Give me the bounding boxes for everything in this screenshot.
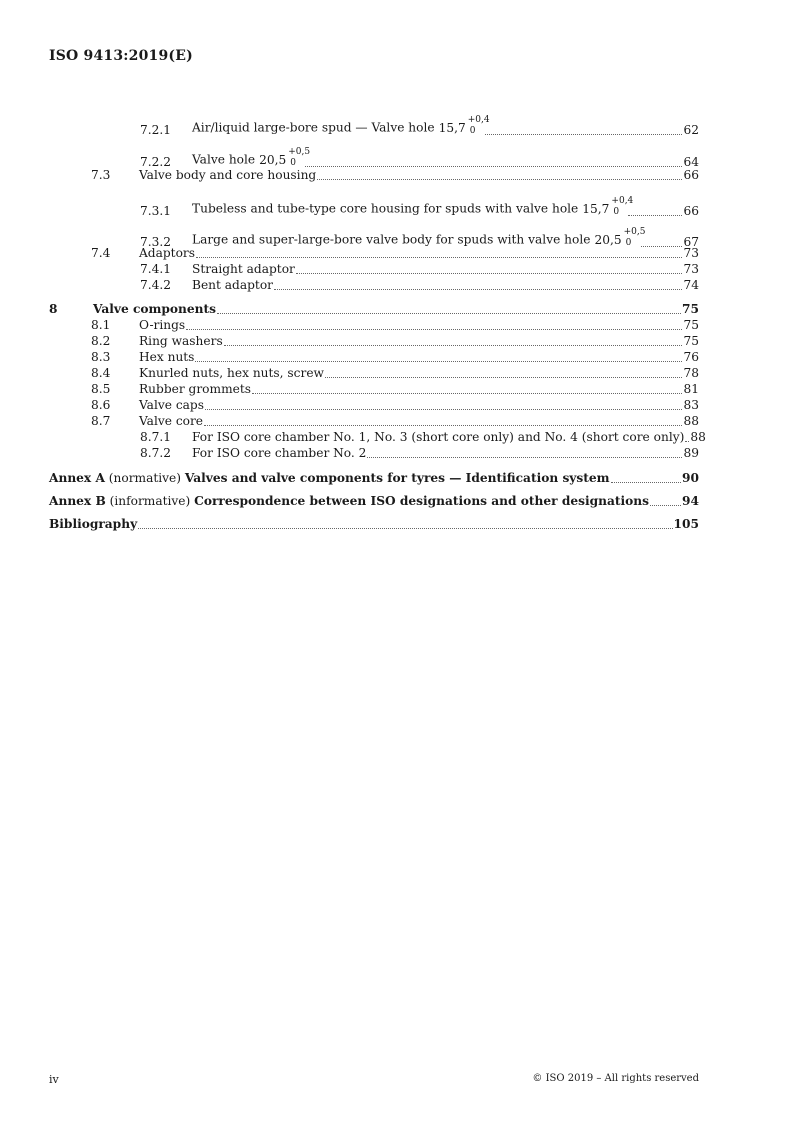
- document-id: ISO 9413:2019(E): [49, 48, 193, 64]
- toc-leader: [628, 215, 682, 216]
- toc-title: Hex nuts: [139, 350, 195, 364]
- toc-title: Straight adaptor: [192, 262, 295, 276]
- toc-leader: [205, 409, 683, 410]
- toc-title: Annex B (informative) Correspondence between ISO designations and other designations: [49, 494, 649, 508]
- toc-page: 66: [683, 204, 699, 218]
- toc-number: 7.2.1: [140, 123, 172, 137]
- toc-number: 8.3: [91, 350, 111, 364]
- toc-number: 8.7.2: [140, 446, 172, 460]
- toc-number: 8.2: [91, 334, 111, 348]
- toc-entry-annex-a[interactable]: [49, 471, 699, 486]
- toc-title: Valve core: [139, 414, 204, 428]
- toc-title: Large and super-large-bore valve body for spuds with valve hole 20,5 +0,5 0: [192, 227, 646, 248]
- toc-leader: [204, 425, 682, 426]
- toc-leader: [611, 482, 681, 483]
- toc-page: 75: [682, 302, 699, 316]
- toc-title: Valve caps: [139, 398, 204, 412]
- toc-title: Annex A (normative) Valves and valve components for tyres — Identification system: [49, 471, 610, 485]
- toc-leader: [252, 393, 682, 394]
- toc-title: Bent adaptor: [192, 278, 273, 292]
- toc-page: 62: [683, 123, 699, 137]
- toc-leader: [317, 179, 682, 180]
- toc-page: 66: [683, 168, 699, 182]
- toc-leader: [186, 329, 682, 330]
- toc-entry[interactable]: [49, 278, 699, 293]
- toc-leader: [138, 528, 672, 529]
- toc-number: 8: [49, 302, 58, 316]
- toc-entry[interactable]: [49, 302, 699, 317]
- toc-leader: [274, 289, 682, 290]
- toc-number: 7.3.1: [140, 204, 172, 218]
- toc-number: 8.4: [91, 366, 111, 380]
- toc-page: 89: [683, 446, 699, 460]
- toc-leader: [685, 441, 689, 442]
- toc-page: 105: [673, 517, 699, 531]
- toc-entry[interactable]: [49, 318, 699, 333]
- toc-entry[interactable]: [49, 246, 699, 261]
- toc-number: 7.4.2: [140, 278, 172, 292]
- toc-entry-bibliography[interactable]: [49, 517, 699, 532]
- toc-leader: [367, 457, 682, 458]
- toc-leader: [196, 257, 682, 258]
- toc-page: 67: [683, 235, 699, 249]
- footer-copyright: © ISO 2019 – All rights reserved: [532, 1073, 699, 1084]
- toc-title: Tubeless and tube-type core housing for spuds with valve hole 15,7 +0,4 0: [192, 196, 634, 217]
- toc-entry[interactable]: [49, 446, 699, 461]
- toc-leader: [195, 361, 682, 362]
- toc-title: Valve body and core housing: [139, 168, 317, 182]
- toc-number: 8.6: [91, 398, 111, 412]
- toc-title: Valve hole 20,5 +0,5 0: [192, 147, 311, 168]
- toc-entry[interactable]: [49, 366, 699, 381]
- toc-title: Adaptors: [139, 246, 195, 260]
- toc-title: O-rings: [139, 318, 186, 332]
- toc-entry[interactable]: [49, 196, 699, 219]
- footer-page-number: iv: [49, 1073, 59, 1086]
- toc-entry[interactable]: [49, 262, 699, 277]
- toc-title: Valve components: [93, 302, 217, 316]
- toc-title: Bibliography: [49, 517, 138, 531]
- toc-entry[interactable]: [49, 398, 699, 413]
- toc-number: 8.5: [91, 382, 111, 396]
- toc-number: 7.3.2: [140, 235, 172, 249]
- toc-title: Air/liquid large-bore spud — Valve hole 15,7 +0,4 0: [192, 115, 490, 136]
- toc-leader: [296, 273, 683, 274]
- toc-title: Rubber grommets: [139, 382, 251, 396]
- toc-page: 94: [682, 494, 699, 508]
- toc-page: 78: [683, 366, 699, 380]
- toc-entry[interactable]: [49, 334, 699, 349]
- toc-number: 7.3: [91, 168, 111, 182]
- toc-page: 83: [683, 398, 699, 412]
- toc-leader: [305, 166, 682, 167]
- toc-page: 88: [690, 430, 706, 444]
- toc-leader: [325, 377, 683, 378]
- toc-page: 88: [683, 414, 699, 428]
- toc-page: 75: [683, 318, 699, 332]
- toc-entry[interactable]: [49, 168, 699, 183]
- toc-leader: [485, 134, 683, 135]
- toc-page: 73: [683, 262, 699, 276]
- toc-entry[interactable]: [49, 147, 699, 170]
- toc-leader: [224, 345, 683, 346]
- toc-number: 7.4.1: [140, 262, 172, 276]
- toc-number: 8.7.1: [140, 430, 172, 444]
- toc-number: 8.1: [91, 318, 111, 332]
- toc-leader: [650, 505, 681, 506]
- toc-page: 64: [683, 155, 699, 169]
- toc-entry-annex-b[interactable]: [49, 494, 699, 509]
- toc-number: 7.2.2: [140, 155, 172, 169]
- toc-page: 73: [683, 246, 699, 260]
- toc-page: 75: [683, 334, 699, 348]
- toc-page: 76: [683, 350, 699, 364]
- toc-title: For ISO core chamber No. 2: [192, 446, 367, 460]
- toc-page: 74: [683, 278, 699, 292]
- toc-entry[interactable]: [49, 414, 699, 429]
- toc-entry[interactable]: [49, 350, 699, 365]
- toc-number: 7.4: [91, 246, 111, 260]
- toc-entry[interactable]: [49, 115, 699, 138]
- toc-number: 8.7: [91, 414, 111, 428]
- toc-entry[interactable]: [49, 430, 706, 445]
- toc-entry[interactable]: [49, 382, 699, 397]
- toc-title: Knurled nuts, hex nuts, screw: [139, 366, 324, 380]
- toc-page: 90: [682, 471, 699, 485]
- toc-page: 81: [683, 382, 699, 396]
- toc-title: For ISO core chamber No. 1, No. 3 (short core only) and No. 4 (short core only): [192, 430, 685, 444]
- toc-leader: [217, 313, 681, 314]
- toc-title: Ring washers: [139, 334, 223, 348]
